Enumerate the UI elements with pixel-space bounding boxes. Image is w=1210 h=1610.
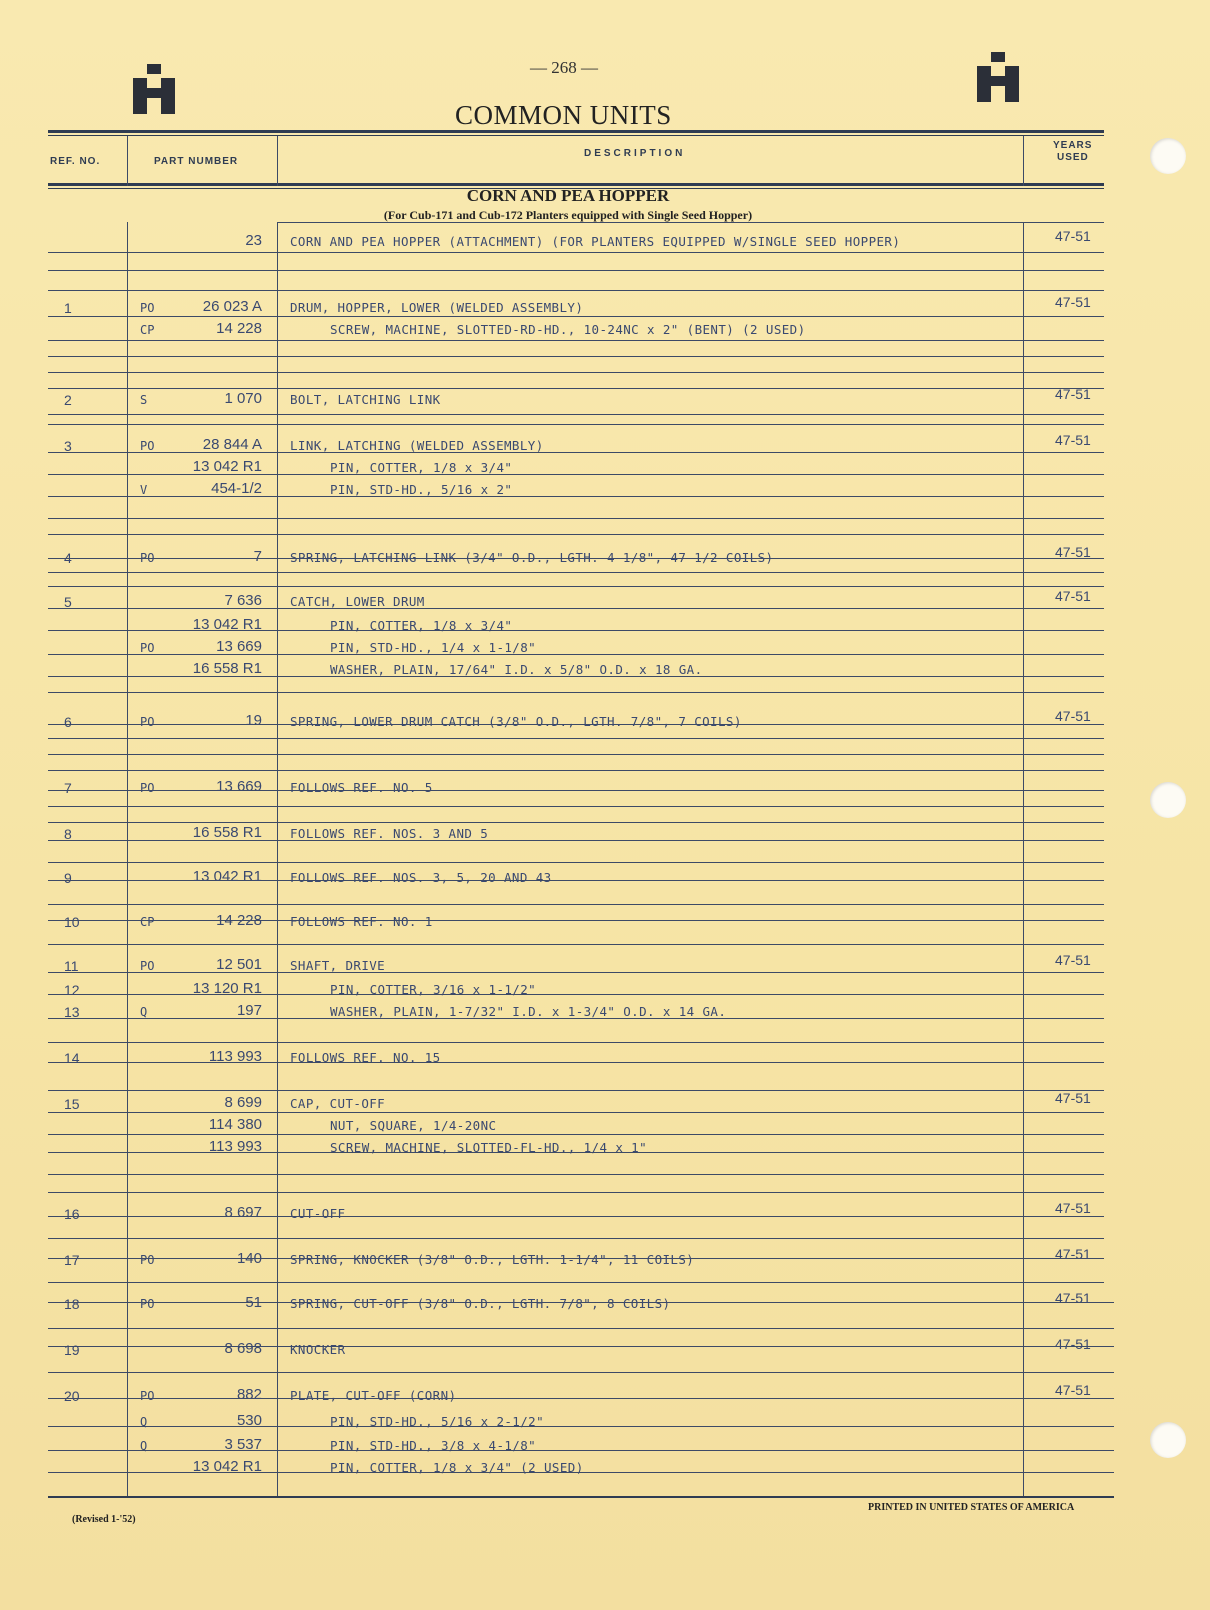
part-prefix: Q <box>140 1439 148 1453</box>
row-rule <box>48 1174 1104 1175</box>
row-rule <box>48 290 1104 291</box>
part-description: FOLLOWS REF. NO. 5 <box>290 780 433 795</box>
ref-number: 8 <box>64 826 72 842</box>
page-number: — 268 — <box>530 58 598 77</box>
part-description: PIN, COTTER, 3/16 x 1-1/2" <box>330 982 537 997</box>
part-number: 113 993 <box>208 1138 262 1155</box>
row-rule <box>48 1450 1114 1451</box>
part-prefix: PO <box>140 1389 155 1403</box>
row-rule <box>48 518 1104 519</box>
binder-hole-top <box>1150 138 1186 174</box>
header-divider-3 <box>1023 136 1024 186</box>
row-rule <box>48 1090 1104 1091</box>
years-used: 47-51 <box>1055 588 1091 604</box>
row-rule <box>48 944 1104 945</box>
part-number: 16 558 R1 <box>192 660 262 677</box>
binder-hole-middle <box>1150 782 1186 818</box>
part-number: 7 <box>253 548 262 565</box>
part-prefix: PO <box>140 715 155 729</box>
section-subtitle: (For Cub-171 and Cub-172 Planters equipped with Single Seed Hopper) <box>383 208 753 222</box>
part-number: 23 <box>245 232 262 249</box>
ref-number: 11 <box>64 958 79 974</box>
ref-number: 12 <box>64 982 80 998</box>
row-rule <box>48 862 1104 863</box>
row-rule <box>48 270 1104 271</box>
part-number: 1 070 <box>224 390 262 407</box>
part-description: FOLLOWS REF. NOS. 3 AND 5 <box>290 826 489 841</box>
part-prefix: CP <box>140 915 155 929</box>
row-rule <box>48 654 1104 655</box>
part-number: 113 993 <box>208 1048 262 1065</box>
part-description: WASHER, PLAIN, 17/64" I.D. x 5/8" O.D. x 18 GA. <box>330 662 703 677</box>
ref-number: 17 <box>64 1252 80 1268</box>
part-prefix: PO <box>140 959 155 973</box>
ref-number: 16 <box>64 1206 80 1222</box>
part-number: 26 023 A <box>202 298 262 315</box>
ref-number: 9 <box>64 870 72 886</box>
part-description: SPRING, LOWER DRUM CATCH (3/8" O.D., LGTH. 7/8", 7 COILS) <box>290 714 742 729</box>
ref-number: 10 <box>64 914 80 930</box>
part-number: 13 669 <box>216 778 262 795</box>
header-divider-1 <box>127 136 128 186</box>
ref-number: 13 <box>64 1004 80 1020</box>
row-rule <box>48 424 1104 425</box>
row-rule <box>48 1192 1104 1193</box>
row-rule <box>48 572 1104 573</box>
footer-printed: PRINTED IN UNITED STATES OF AMERICA <box>868 1502 1075 1513</box>
part-number: 12 501 <box>216 956 262 973</box>
part-number: 51 <box>245 1294 262 1311</box>
years-used: 47-51 <box>1055 228 1091 244</box>
part-prefix: CP <box>140 323 155 337</box>
row-rule <box>48 972 1104 973</box>
years-used: 47-51 <box>1055 1336 1091 1352</box>
header-top-rule <box>48 130 1104 133</box>
part-number: 197 <box>236 1002 262 1019</box>
part-description: SCREW, MACHINE, SLOTTED-FL-HD., 1/4 x 1" <box>330 1140 648 1155</box>
binder-hole-bottom <box>1150 1422 1186 1458</box>
part-prefix: S <box>140 393 148 407</box>
row-rule <box>48 754 1104 755</box>
part-description: CATCH, LOWER DRUM <box>290 594 425 609</box>
part-description: PIN, COTTER, 1/8 x 3/4" (2 USED) <box>330 1460 584 1475</box>
years-used: 47-51 <box>1055 1090 1091 1106</box>
years-used: 47-51 <box>1055 294 1091 310</box>
row-rule <box>48 1282 1104 1283</box>
part-number: 28 844 A <box>202 436 262 453</box>
part-number: 16 558 R1 <box>192 824 262 841</box>
part-number: 114 380 <box>208 1116 262 1133</box>
header-divider-2 <box>277 136 278 186</box>
ref-number: 15 <box>64 1096 80 1112</box>
ih-logo-left <box>133 64 177 114</box>
part-description: SPRING, KNOCKER (3/8" O.D., LGTH. 1-1/4", 11 COILS) <box>290 1252 695 1267</box>
row-rule <box>48 806 1104 807</box>
part-prefix: Q <box>140 1415 148 1429</box>
row-rule <box>48 1134 1104 1135</box>
part-prefix: PO <box>140 1297 155 1311</box>
part-number: 13 120 R1 <box>192 980 262 997</box>
part-description: DRUM, HOPPER, LOWER (WELDED ASSEMBLY) <box>290 300 584 315</box>
part-prefix: PO <box>140 1253 155 1267</box>
row-rule <box>48 1426 1114 1427</box>
part-number: 13 669 <box>216 638 262 655</box>
years-used: 47-51 <box>1055 1246 1091 1262</box>
row-rule <box>48 1062 1104 1063</box>
page-title: COMMON UNITS <box>455 100 672 130</box>
ref-number: 18 <box>64 1296 80 1312</box>
row-rule <box>48 770 1104 771</box>
part-number: 14 228 <box>216 912 262 929</box>
part-description: PLATE, CUT-OFF (CORN) <box>290 1388 457 1403</box>
ref-number: 5 <box>64 594 72 610</box>
part-description: CAP, CUT-OFF <box>290 1096 386 1111</box>
part-description: NUT, SQUARE, 1/4-20NC <box>330 1118 497 1133</box>
part-description: PIN, COTTER, 1/8 x 3/4" <box>330 618 513 633</box>
header-part-number: PART NUMBER <box>154 156 239 167</box>
ih-logo-right <box>977 52 1021 102</box>
years-used: 47-51 <box>1055 952 1091 968</box>
part-description: SPRING, LATCHING LINK (3/4" O.D., LGTH. 4-1/8", 47-1/2 COILS) <box>290 550 774 565</box>
part-description: SPRING, CUT-OFF (3/8" O.D., LGTH. 7/8", 8 COILS) <box>290 1296 671 1311</box>
row-rule <box>48 340 1104 341</box>
row-rule <box>48 496 1104 497</box>
row-rule <box>48 1238 1104 1239</box>
table-bottom-rule <box>48 1496 1114 1498</box>
row-rule <box>48 1042 1104 1043</box>
part-number: 14 228 <box>216 320 262 337</box>
row-rule <box>48 388 1104 389</box>
row-rule <box>48 356 1104 357</box>
part-description: KNOCKER <box>290 1342 346 1357</box>
part-description: FOLLOWS REF. NO. 15 <box>290 1050 441 1065</box>
part-description: CUT-OFF <box>290 1206 346 1221</box>
part-description: FOLLOWS REF. NO. 1 <box>290 914 433 929</box>
part-number: 13 042 R1 <box>192 868 262 885</box>
header-ref-no: REF. NO. <box>50 156 101 167</box>
part-description: PIN, COTTER, 1/8 x 3/4" <box>330 460 513 475</box>
part-prefix: V <box>140 483 148 497</box>
part-description: PIN, STD-HD., 5/16 x 2-1/2" <box>330 1414 544 1429</box>
ref-number: 1 <box>64 300 72 316</box>
footer-revised: (Revised 1-'52) <box>72 1514 136 1525</box>
row-rule <box>48 692 1104 693</box>
years-used: 47-51 <box>1055 1200 1091 1216</box>
years-used: 47-51 <box>1055 708 1091 724</box>
part-description: WASHER, PLAIN, 1-7/32" I.D. x 1-3/4" O.D. x 14 GA. <box>330 1004 727 1019</box>
row-rule <box>48 738 1104 739</box>
header-years-used-1: YEARS <box>1053 140 1093 151</box>
ref-number: 4 <box>64 550 72 566</box>
row-rule <box>48 790 1104 791</box>
years-used: 47-51 <box>1055 1290 1091 1306</box>
row-rule <box>48 316 1104 317</box>
part-number: 7 636 <box>224 592 262 609</box>
ref-number: 20 <box>64 1388 80 1404</box>
row-rule <box>48 534 1104 535</box>
part-description: LINK, LATCHING (WELDED ASSEMBLY) <box>290 438 544 453</box>
row-rule <box>48 608 1104 609</box>
table-top-line <box>277 222 1104 223</box>
row-rule <box>48 1216 1104 1217</box>
part-description: PIN, STD-HD., 3/8 x 4-1/8" <box>330 1438 537 1453</box>
part-number: 882 <box>236 1386 262 1403</box>
row-rule <box>48 920 1104 921</box>
row-rule <box>48 252 1104 253</box>
part-prefix: PO <box>140 439 155 453</box>
part-number: 8 698 <box>224 1340 262 1357</box>
row-rule <box>48 904 1104 905</box>
ref-number: 3 <box>64 438 72 454</box>
row-rule <box>48 1346 1114 1347</box>
years-used: 47-51 <box>1055 432 1091 448</box>
part-number: 454-1/2 <box>211 480 262 497</box>
ref-number: 19 <box>64 1342 80 1358</box>
part-description: PIN, STD-HD., 5/16 x 2" <box>330 482 513 497</box>
section-title: CORN AND PEA HOPPER <box>466 186 670 205</box>
part-description: SCREW, MACHINE, SLOTTED-RD-HD., 10-24NC x 2" (BENT) (2 USED) <box>330 322 806 337</box>
years-used: 47-51 <box>1055 386 1091 402</box>
row-rule <box>48 1372 1114 1373</box>
part-number: 13 042 R1 <box>192 458 262 475</box>
part-description: FOLLOWS REF. NOS. 3, 5, 20 AND 43 <box>290 870 552 885</box>
part-number: 3 537 <box>224 1436 262 1453</box>
header-top-rule-thin <box>48 135 1104 136</box>
part-description: CORN AND PEA HOPPER (ATTACHMENT) (FOR PLANTERS EQUIPPED W/SINGLE SEED HOPPER) <box>290 234 901 249</box>
row-rule <box>48 372 1104 373</box>
ref-number: 6 <box>64 714 72 730</box>
row-rule <box>48 414 1104 415</box>
row-rule <box>48 1328 1114 1329</box>
row-rule <box>48 1398 1114 1399</box>
part-prefix: PO <box>140 551 155 565</box>
part-number: 8 697 <box>224 1204 262 1221</box>
part-number: 19 <box>245 712 262 729</box>
part-number: 8 699 <box>224 1094 262 1111</box>
part-number: 13 042 R1 <box>192 1458 262 1475</box>
part-prefix: PO <box>140 641 155 655</box>
part-number: 13 042 R1 <box>192 616 262 633</box>
years-used: 47-51 <box>1055 1382 1091 1398</box>
part-prefix: PO <box>140 301 155 315</box>
header-description: DESCRIPTION <box>584 148 686 159</box>
part-description: PIN, STD-HD., 1/4 x 1-1/8" <box>330 640 537 655</box>
part-number: 140 <box>236 1250 262 1267</box>
part-description: BOLT, LATCHING LINK <box>290 392 441 407</box>
part-number: 530 <box>236 1412 262 1429</box>
row-rule <box>48 1112 1104 1113</box>
row-rule <box>48 586 1104 587</box>
row-rule <box>48 822 1104 823</box>
ref-number: 7 <box>64 780 72 796</box>
part-description: SHAFT, DRIVE <box>290 958 386 973</box>
header-years-used-2: USED <box>1057 152 1089 163</box>
part-prefix: Q <box>140 1005 148 1019</box>
ref-number: 14 <box>64 1050 80 1066</box>
years-used: 47-51 <box>1055 544 1091 560</box>
ref-number: 2 <box>64 392 72 408</box>
part-prefix: PO <box>140 781 155 795</box>
